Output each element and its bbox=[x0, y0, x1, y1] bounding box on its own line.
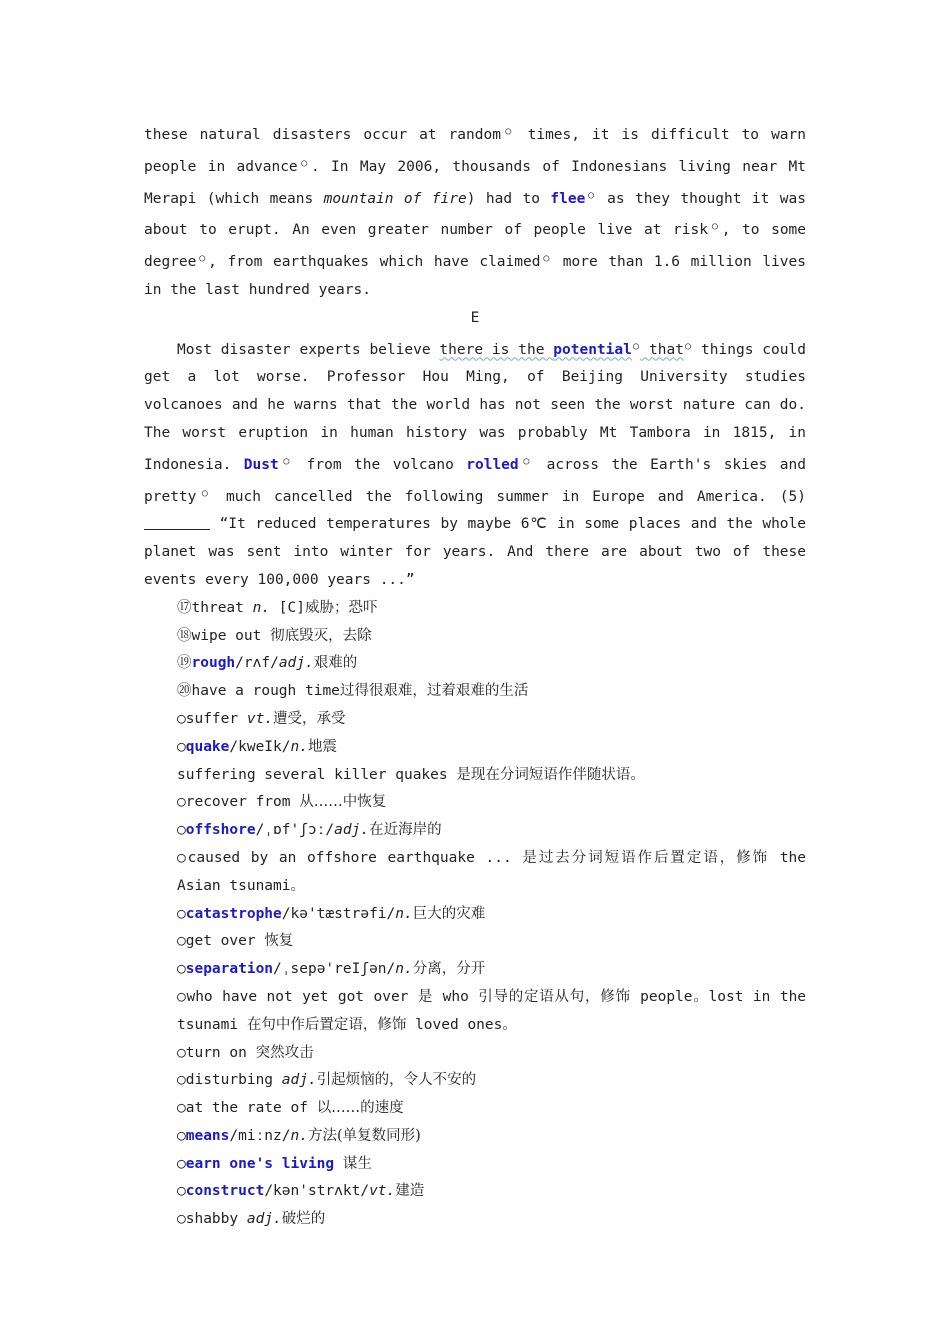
chinese-gloss: 彻底毁灭，去除 bbox=[270, 627, 372, 644]
note-line bbox=[144, 928, 806, 956]
annotation-mark: ○ bbox=[501, 126, 515, 137]
text-run: ⑲ bbox=[177, 655, 192, 672]
note-line bbox=[144, 650, 806, 678]
keyword: earn one's living bbox=[185, 1155, 335, 1172]
chinese-gloss: 引导的定语从句，修饰 bbox=[478, 988, 631, 1005]
text-run: much cancelled the following summer in Europe and America. (5) bbox=[213, 488, 806, 505]
text-run: /ˌsepə'reIʃən/ bbox=[273, 961, 396, 978]
note-line bbox=[144, 956, 806, 984]
chinese-gloss: 在句中作后置定语，修饰 bbox=[246, 1016, 407, 1033]
chinese-gloss: 破烂的 bbox=[281, 1211, 326, 1228]
text-run: ○ bbox=[177, 738, 186, 755]
text-run: ○ bbox=[177, 822, 186, 839]
chinese-gloss: 巨大的灾难 bbox=[412, 905, 486, 922]
chinese-gloss: 艰难的 bbox=[313, 655, 358, 672]
text-run bbox=[334, 1156, 343, 1172]
note-line bbox=[144, 1151, 806, 1179]
italic-text: n. bbox=[395, 905, 413, 922]
chinese-gloss: 从……中恢复 bbox=[299, 794, 387, 811]
note-line bbox=[144, 845, 806, 901]
italic-text: adj. bbox=[278, 655, 314, 672]
italic-text: adj. bbox=[246, 1211, 282, 1228]
text-run: ⑳have a rough time bbox=[177, 683, 340, 700]
italic-text: mountain of fire bbox=[323, 190, 467, 207]
text-run: across the Earth's skies and pretty bbox=[144, 456, 806, 505]
annotation-mark: ○ bbox=[541, 253, 552, 265]
text-run: as they thought it was about to erupt. An even greater number of people live at risk bbox=[144, 190, 806, 239]
document-page bbox=[144, 118, 806, 1234]
keyword: rolled bbox=[466, 456, 519, 473]
text-run: ○recover from bbox=[177, 794, 300, 811]
text-run: ○ bbox=[177, 1127, 186, 1144]
italic-text: vt. bbox=[369, 1183, 396, 1200]
keyword: offshore bbox=[185, 822, 256, 839]
text-run: , to some degree bbox=[144, 222, 807, 271]
note-line bbox=[144, 678, 806, 706]
italic-text: adj. bbox=[281, 1072, 317, 1089]
text-run: ○shabby bbox=[177, 1211, 247, 1228]
passage-e bbox=[144, 333, 806, 595]
chinese-gloss: 分离，分开 bbox=[412, 961, 486, 978]
text-run: there is the bbox=[439, 341, 554, 358]
chinese-gloss: 引起烦恼的，令人不安的 bbox=[316, 1072, 477, 1089]
chinese-gloss: 遭受，承受 bbox=[273, 710, 346, 727]
chinese-gloss: 。 bbox=[290, 877, 305, 894]
note-line bbox=[144, 901, 806, 929]
annotation-mark: ○ bbox=[586, 189, 596, 201]
italic-text: n. bbox=[395, 961, 413, 978]
chinese-gloss: 建造 bbox=[395, 1183, 425, 1200]
text-run: ○suffer bbox=[177, 710, 247, 727]
text-run: things could get a lot worse. Professor Hou Ming, of Beijing University studies volcanoes and he warns that the world has not seen the worst nature can do. The worst eruption in human history was probably Mt Tambora in 1815, in Indonesia. bbox=[144, 341, 806, 473]
note-line bbox=[144, 1095, 806, 1123]
text-run: who bbox=[433, 988, 479, 1005]
annotation-mark: ○ bbox=[684, 340, 692, 352]
italic-text: adj. bbox=[334, 822, 370, 839]
text-run: ) had to bbox=[466, 190, 551, 207]
annotation-mark: ○ bbox=[519, 455, 534, 467]
keyword: construct bbox=[185, 1183, 265, 1200]
note-line bbox=[144, 1206, 806, 1234]
note-line bbox=[144, 623, 806, 651]
text-run: ○who have not yet got over bbox=[177, 988, 418, 1005]
chinese-gloss: 威胁；恐吓 bbox=[305, 599, 378, 616]
text-run: , from earthquakes which have claimed bbox=[208, 254, 541, 271]
text-run: ○ bbox=[177, 1183, 186, 1200]
chinese-gloss: 方法(单复数同形) bbox=[307, 1127, 421, 1144]
text-run: [C] bbox=[270, 599, 305, 616]
chinese-gloss: 在近海岸的 bbox=[369, 822, 442, 839]
text-run: Most disaster experts believe bbox=[177, 341, 440, 358]
note-line bbox=[144, 734, 806, 762]
text-run: /kweIk/ bbox=[229, 738, 291, 755]
note-line bbox=[144, 762, 806, 790]
chinese-gloss: 突然攻击 bbox=[255, 1044, 314, 1061]
keyword: catastrophe bbox=[185, 905, 282, 922]
chinese-gloss: 恢复 bbox=[264, 933, 294, 950]
note-line bbox=[144, 984, 806, 1040]
note-line bbox=[144, 1067, 806, 1095]
annotation-mark: ○ bbox=[708, 221, 721, 233]
text-run: “It reduced temperatures by maybe 6℃ in some places and the whole planet was sent into winter for years. And there are about two of these events every 100,000 years ...” bbox=[144, 516, 806, 588]
note-line bbox=[144, 595, 806, 623]
chinese-gloss: 是 bbox=[417, 988, 434, 1005]
text-run: lost in the tsunami bbox=[177, 988, 807, 1033]
text-run: /rʌf/ bbox=[235, 655, 279, 672]
italic-text: n. bbox=[290, 1127, 308, 1144]
annotation-mark: ○ bbox=[197, 487, 213, 499]
note-line bbox=[144, 817, 806, 845]
text-run: /kə'tæstrəfi/ bbox=[281, 905, 396, 922]
text-run: ○ bbox=[177, 1155, 186, 1172]
italic-text: vt. bbox=[246, 710, 274, 727]
text-run: these natural disasters occur at random bbox=[144, 127, 501, 143]
section-heading-e: E bbox=[470, 309, 480, 326]
note-line bbox=[144, 1040, 806, 1068]
text-run: /ˌɒf'ʃɔː/ bbox=[255, 822, 335, 839]
italic-text: n. bbox=[252, 599, 271, 616]
annotation-mark: ○ bbox=[298, 157, 310, 169]
keyword: separation bbox=[185, 961, 274, 978]
text-run: ⑰threat bbox=[177, 599, 253, 616]
text-run: people bbox=[630, 988, 693, 1005]
italic-text: n. bbox=[290, 738, 308, 755]
keyword: Dust bbox=[243, 456, 279, 473]
text-run: ○turn on bbox=[177, 1044, 256, 1061]
chinese-gloss: 。 bbox=[692, 988, 709, 1005]
text-run: ○caused by an offshore earthquake ... bbox=[177, 849, 523, 866]
keyword: quake bbox=[185, 738, 230, 755]
chinese-gloss: 是现在分词短语作伴随状语。 bbox=[456, 766, 645, 783]
chinese-gloss: 。 bbox=[502, 1016, 517, 1033]
annotation-mark: ○ bbox=[632, 340, 640, 352]
keyword: means bbox=[185, 1127, 230, 1144]
keyword: flee bbox=[550, 190, 586, 207]
text-run: . In May 2006, thousands of Indonesians living near Mt Merapi (which means bbox=[144, 158, 807, 207]
text-run: that bbox=[640, 341, 684, 358]
keyword: potential bbox=[553, 341, 632, 358]
note-line bbox=[144, 1178, 806, 1206]
chinese-gloss: 谋生 bbox=[342, 1155, 372, 1172]
text-run: ○get over bbox=[177, 933, 265, 950]
answer-blank bbox=[144, 515, 210, 530]
text-run: suffering several killer quakes bbox=[177, 766, 457, 783]
text-run: /kən'strʌkt/ bbox=[264, 1183, 370, 1200]
text-run: /miːnz/ bbox=[229, 1127, 291, 1144]
text-run: ○ bbox=[177, 905, 186, 922]
annotation-mark: ○ bbox=[279, 455, 294, 467]
text-run: times, it is difficult to warn people in advance bbox=[144, 127, 806, 175]
note-line bbox=[144, 789, 806, 817]
text-run: from the volcano bbox=[294, 456, 467, 473]
text-run: the Asian tsunami bbox=[177, 849, 807, 894]
text-run: ○ bbox=[177, 961, 186, 978]
text-run: more than 1.6 million lives in the last hundred years. bbox=[144, 254, 806, 298]
vocabulary-notes bbox=[144, 595, 806, 1234]
annotation-mark: ○ bbox=[197, 253, 208, 265]
keyword: rough bbox=[191, 655, 236, 672]
note-line bbox=[144, 1123, 806, 1151]
chinese-gloss: 以……的速度 bbox=[316, 1100, 404, 1117]
chinese-gloss: 过得很艰难，过着艰难的生活 bbox=[339, 683, 529, 700]
text-run: ○disturbing bbox=[177, 1072, 282, 1089]
text-run: ⑱wipe out bbox=[177, 627, 271, 644]
chinese-gloss: 地震 bbox=[307, 738, 337, 755]
passage-d-continuation bbox=[144, 118, 806, 305]
note-line bbox=[144, 706, 806, 734]
chinese-gloss: 是过去分词短语作后置定语，修饰 bbox=[522, 849, 770, 866]
text-run: loved ones bbox=[406, 1016, 503, 1033]
text-run: ○at the rate of bbox=[177, 1100, 317, 1117]
